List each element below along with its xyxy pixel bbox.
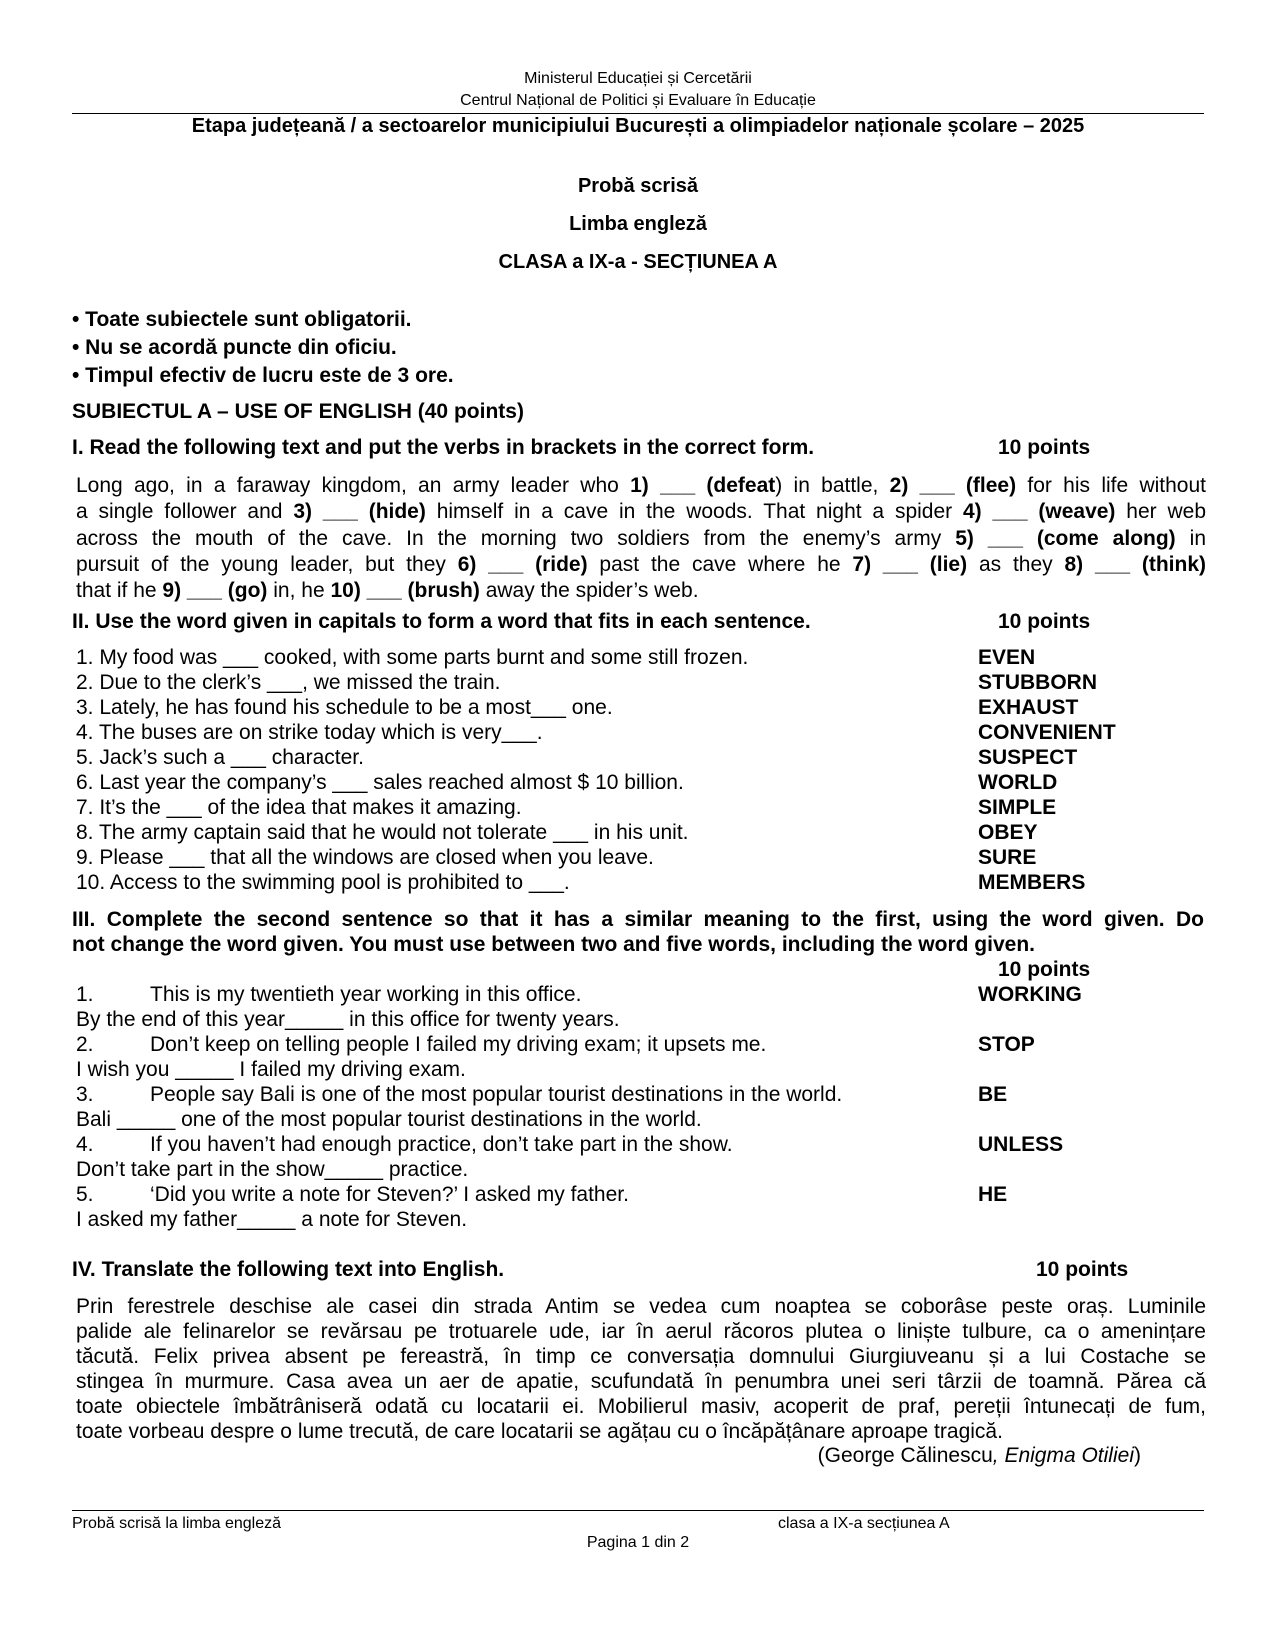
exercise-2-points: 10 points <box>998 610 1091 633</box>
citation: (George Călinescu, Enigma Otiliei) <box>817 1444 1141 1467</box>
word-formation-item: 2. Due to the clerk’s ___, we missed the train. STUBBORN <box>76 671 1097 694</box>
word-formation-item: 1. My food was ___ cooked, with some parts burnt and some still frozen. EVEN <box>76 646 1036 669</box>
transformation-answer: By the end of this year_____ in this office for twenty years. <box>76 1008 620 1031</box>
word-formation-item: 5. Jack’s such a ___ character. SUSPECT <box>76 746 1078 769</box>
transformation-answer: Don’t take part in the show_____ practice. <box>76 1158 469 1181</box>
translation-text <box>76 1294 1206 1444</box>
transformation-answer: I wish you _____ I failed my driving exam. <box>76 1058 466 1081</box>
text-line: pursuit of the young leader, but they 6) ___ (ride) past the cave where he 7) ___ (lie) as they 8) ___ (think) <box>76 552 1207 576</box>
text-line: tăcută. Felix privea absent pe fereastră, în timp ce conversația domnului Giurgiuveanu și a lui Costache se <box>76 1345 1206 1368</box>
transformation-item: 5. ‘Did you write a note for Steven?’ I asked my father. HE <box>76 1183 1008 1206</box>
exercise-1-heading: I. Read the following text and put the verbs in brackets in the correct form. <box>72 436 815 459</box>
text-line: that if he 9) ___ (go) in, he 10) ___ (brush) away the spider’s web. <box>76 579 699 603</box>
exercise-3-heading: III. Complete the second sentence so that it has a similar meaning to the first, using the word given. Do <box>72 908 1204 931</box>
transformation-item: 4. If you haven’t had enough practice, don’t take part in the show. UNLESS <box>76 1133 1064 1156</box>
rule-item: • Toate subiectele sunt obligatorii. <box>72 308 412 331</box>
transformation-answer: Bali _____ one of the most popular tourist destinations in the world. <box>76 1108 702 1131</box>
exercise-4-heading: IV. Translate the following text into English. <box>72 1258 505 1281</box>
text-line: a single follower and 3) ___ (hide) himself in a cave in the woods. That night a spider 4) ___ (weave) her web <box>76 500 1206 524</box>
transformation-answer: I asked my father_____ a note for Steven. <box>76 1208 468 1231</box>
transformation-item: 2. Don’t keep on telling people I failed my driving exam; it upsets me. STOP <box>76 1033 1035 1056</box>
footer-left: Probă scrisă la limba engleză <box>72 1515 281 1532</box>
exercise-3-heading-cont: not change the word given. You must use between two and five words, including the word given. <box>72 933 1035 956</box>
exercise-1-points: 10 points <box>998 436 1091 459</box>
text-line: palide ale felinarelor se revărsau pe trotuarele ude, iar în aerul răcoros plutea o liniște tulbure, ca o amenințare <box>76 1320 1206 1343</box>
text-line: Long ago, in a faraway kingdom, an army leader who 1) ___ (defeat) in battle, 2) ___ (flee) for his life without <box>76 474 1206 497</box>
text-line: toate obiectele îmbătrâniseră odată cu locatarii ei. Mobilierul masiv, acoperit de praf, pereții întunecați de fum, <box>76 1395 1206 1418</box>
footer-right: clasa a IX-a secțiunea A <box>778 1515 950 1532</box>
olympiad-title: Etapa județeană / a sectoarelor municipiului București a olimpiadelor naționale școlare – 2025 <box>191 115 1085 137</box>
exercise-2-heading: II. Use the word given in capitals to form a word that fits in each sentence. <box>72 610 811 633</box>
text-line: stingea în murmure. Casa avea un aer de apatie, scufundată în penumbra unei seri târzii de toamnă. Părea că <box>76 1370 1206 1393</box>
exam-type: Probă scrisă <box>577 175 699 197</box>
word-formation-item: 9. Please ___ that all the windows are closed when you leave. SURE <box>76 846 1037 869</box>
footer-rule <box>72 1510 1204 1511</box>
header-rule <box>72 113 1204 114</box>
word-formation-item: 8. The army captain said that he would not tolerate ___ in his unit. OBEY <box>76 821 1038 844</box>
exam-subject: Limba engleză <box>569 213 707 235</box>
exam-class: CLASA a IX-a - SECȚIUNEA A <box>498 251 778 273</box>
exercise-3-points: 10 points <box>998 958 1091 981</box>
text-line: Prin ferestrele deschise ale casei din strada Antim se vedea cum noaptea se coborâse peste oraș. Luminile <box>76 1295 1206 1318</box>
word-formation-item: 10. Access to the swimming pool is prohibited to ___. MEMBERS <box>76 871 1086 894</box>
exercise-1-text <box>76 473 1206 604</box>
word-formation-item: 3. Lately, he has found his schedule to be a most___ one. EXHAUST <box>76 696 1079 719</box>
rule-item: • Timpul efectiv de lucru este de 3 ore. <box>72 364 454 387</box>
page-number: Pagina 1 din 2 <box>586 1534 690 1551</box>
ministry-name: Ministerul Educației și Cercetării <box>524 70 752 87</box>
text-line: across the mouth of the cave. In the morning two soldiers from the enemy’s army 5) ___ (come along) in <box>76 526 1207 550</box>
transformation-item: 3. People say Bali is one of the most popular tourist destinations in the world. BE <box>76 1083 1008 1106</box>
transformation-item: 1. This is my twentieth year working in this office. WORKING <box>76 983 1082 1006</box>
center-name: Centrul Național de Politici și Evaluare în Educație <box>460 92 816 109</box>
word-formation-item: 7. It’s the ___ of the idea that makes it amazing. SIMPLE <box>76 796 1057 819</box>
text-line: toate vorbeau despre o lume trecută, de care locatarii se agățau cu o încăpățânare aproape tragică. <box>76 1420 1003 1443</box>
word-formation-item: 6. Last year the company’s ___ sales reached almost $ 10 billion. WORLD <box>76 771 1058 794</box>
exercise-4-points: 10 points <box>1036 1258 1129 1281</box>
word-formation-item: 4. The buses are on strike today which is very___. CONVENIENT <box>76 721 1116 744</box>
rule-item: • Nu se acordă puncte din oficiu. <box>72 336 397 359</box>
subject-heading: SUBIECTUL A – USE OF ENGLISH (40 points) <box>72 400 524 423</box>
